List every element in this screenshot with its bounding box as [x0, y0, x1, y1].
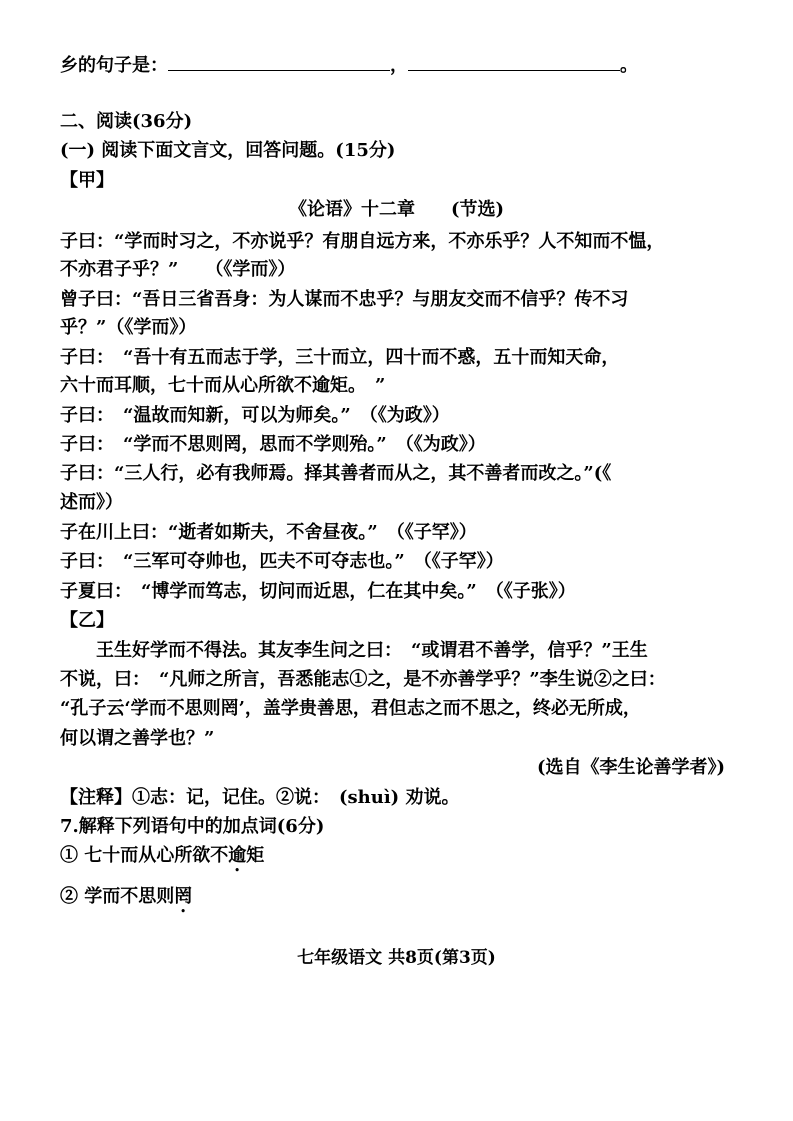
question-item-text: 矩	[246, 845, 265, 866]
subsection-heading: (一) 阅读下面文言文，回答问题。(15分)	[60, 140, 396, 161]
answer-blank-2[interactable]	[408, 52, 620, 71]
passage-line: 子曰： “三军可夺帅也，匹夫不可夺志也。” （《子罕》）	[60, 551, 504, 572]
passage-line: 不说，曰： “凡师之所言，吾悉能志①之，是不亦善学乎？”李生说②之曰：	[60, 669, 666, 690]
passage-line: 曾子曰：“吾日三省吾身：为人谋而不忠乎？与朋友交而不信乎？传不习	[60, 289, 629, 310]
answer-blank-1[interactable]	[168, 52, 390, 71]
annotation-note: 【注释】①志：记，记住。②说： (shuì) 劝说。	[60, 787, 460, 808]
passage-line: 乎？”（《学而》）	[60, 317, 197, 338]
fill-in-sentence-line	[60, 52, 638, 79]
passage-line: 述而》）	[60, 492, 123, 513]
question-item-text: ① 七十而从心所欲不	[60, 845, 229, 866]
passage-line: 子曰：“三人行，必有我师焉。择其善者而从之，其不善者而改之。”(《	[60, 463, 612, 484]
passage-label-jia: 【甲】	[60, 170, 114, 191]
passage-line: 六十而耳顺，七十而从心所欲不逾矩。 ”	[60, 375, 386, 396]
passage-source: (选自《李生论善学者》)	[536, 757, 725, 778]
passage-line: 子曰： “学而不思则罔，思而不学则殆。” （《为政》）	[60, 434, 486, 455]
question-7-heading: 7.解释下列语句中的加点词(6分)	[60, 816, 325, 837]
section-heading-reading: 二、阅读(36分)	[60, 111, 193, 132]
passage-line: 子在川上曰：“逝者如斯夫，不舍昼夜。” （《子罕》）	[60, 522, 477, 543]
passage-line: 子曰： “吾十有五而志于学，三十而立，四十而不惑，五十而知天命，	[60, 347, 620, 368]
passage-line: 子曰： “温故而知新，可以为师矣。” （《为政》）	[60, 405, 450, 426]
question-item-2	[60, 884, 192, 917]
question-item-text: ② 学而不思则	[60, 886, 175, 907]
sentence-prompt: 乡的句子是：	[60, 55, 168, 76]
passage-label-yi: 【乙】	[60, 610, 114, 631]
passage-title: 《论语》十二章 (节选)	[288, 199, 505, 220]
sentence-end-mark: 。	[620, 55, 638, 76]
passage-line: 子夏曰： “博学而笃志，切问而近思，仁在其中矣。” （《子张》）	[60, 581, 576, 602]
dotted-word: 逾	[228, 845, 247, 866]
passage-line: 王生好学而不得法。其友李生问之曰： “或谓君不善学，信乎？”王生	[60, 640, 648, 661]
passage-line: 子曰：“学而时习之，不亦说乎？有朋自远方来，不亦乐乎？人不知而不愠，	[60, 231, 665, 252]
question-item-1	[60, 843, 264, 876]
page-footer: 七年级语文 共8页(第3页)	[297, 948, 496, 968]
blank-separator: ，	[390, 55, 408, 76]
dotted-word: 罔	[174, 886, 193, 907]
passage-line: 何以谓之善学也？”	[60, 728, 215, 749]
passage-line: 不亦君子乎？” （《学而》）	[60, 259, 296, 280]
passage-line: “孔子云‘学而不思则罔’，盖学贵善思，君但志之而不思之，终必无所成，	[60, 698, 641, 719]
